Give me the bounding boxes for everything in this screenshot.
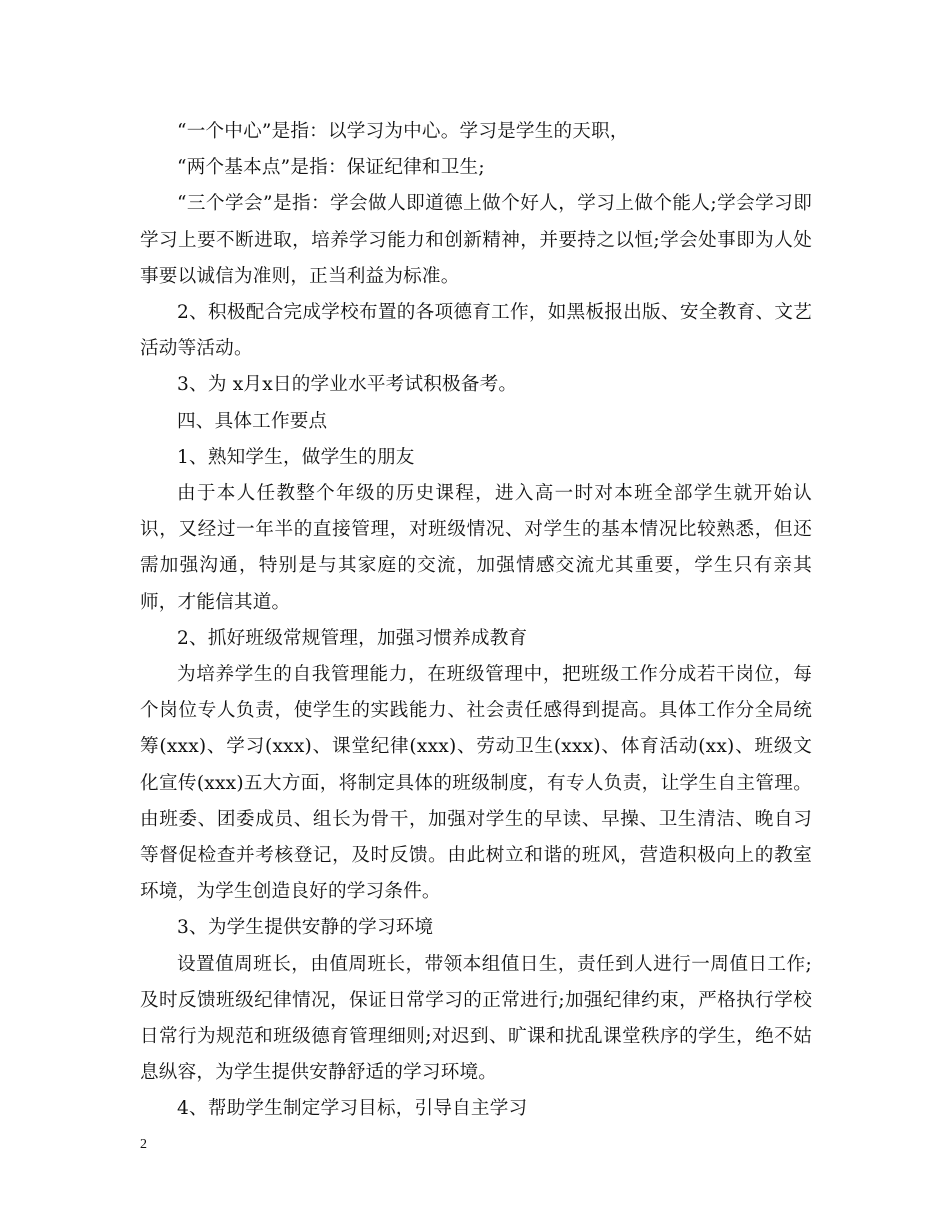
paragraph-exam-preparation: 3、为 x月x日的学业水平考试积极备考。	[177, 374, 518, 396]
subheading-quiet-environment: 3、为学生提供安静的学习环境	[177, 917, 434, 939]
subheading-class-management: 2、抓好班级常规管理，加强习惯养成教育	[177, 627, 528, 649]
section-heading-work-points: 四、具体工作要点	[177, 410, 328, 432]
paragraph-three-learnings: “三个学会”是指：学会做人即道德上做个好人，学习上做个能人;学会学习即学习上要不断进取，培养学习能力和创新精神，并要持之以恒;学会处事即为人处事要以诚信为准则，正当利益为标准。	[140, 193, 812, 287]
paragraph-moral-education-work: 2、积极配合完成学校布置的各项德育工作，如黑板报出版、安全教育、文艺活动等活动。	[140, 302, 812, 360]
subheading-learning-goals: 4、帮助学生制定学习目标，引导自主学习	[177, 1098, 528, 1120]
subheading-know-students: 1、熟知学生，做学生的朋友	[177, 446, 415, 468]
paragraph-class-management: 为培养学生的自我管理能力，在班级管理中，把班级工作分成若干岗位，每个岗位专人负责，使学生的实践能力、社会责任感得到提高。具体工作分全局统筹(xxx)、学习(xxx)、课堂纪律(xxx)、劳动卫生(xxx)、体育活动(xx)、班级文化宣传(xxx)五大方面，将制定具体的班级制度，有专人负责，让学生自主管理。由班委、团委成员、组长为骨干，加强对学生的早读、早操、卫生清洁、晚自习等督促检查并考核登记，及时反馈。由此树立和谐的班风，营造积极向上的教室环境，为学生创造良好的学习条件。	[140, 664, 812, 903]
page-number: 2	[140, 1137, 147, 1152]
paragraph-quiet-environment: 设置值周班长，由值周班长，带领本组值日生，责任到人进行一周值日工作;及时反馈班级纪律情况，保证日常学习的正常进行;加强纪律约束，严格执行学校日常行为规范和班级德育管理细则;对迟到、旷课和扰乱课堂秩序的学生，绝不姑息纵容，为学生提供安静舒适的学习环境。	[140, 953, 812, 1084]
document-body	[140, 114, 812, 1128]
paragraph-two-basic-points: “两个基本点”是指：保证纪律和卫生;	[177, 157, 485, 179]
paragraph-know-students: 由于本人任教整个年级的历史课程，进入高一时对本班全部学生就开始认识，又经过一年半的直接管理，对班级情况、对学生的基本情况比较熟悉，但还需加强沟通，特别是与其家庭的交流，加强情感交流尤其重要，学生只有亲其师，才能信其道。	[140, 483, 812, 613]
paragraph-one-center: “一个中心”是指：以学习为中心。学习是学生的天职，	[177, 121, 629, 142]
